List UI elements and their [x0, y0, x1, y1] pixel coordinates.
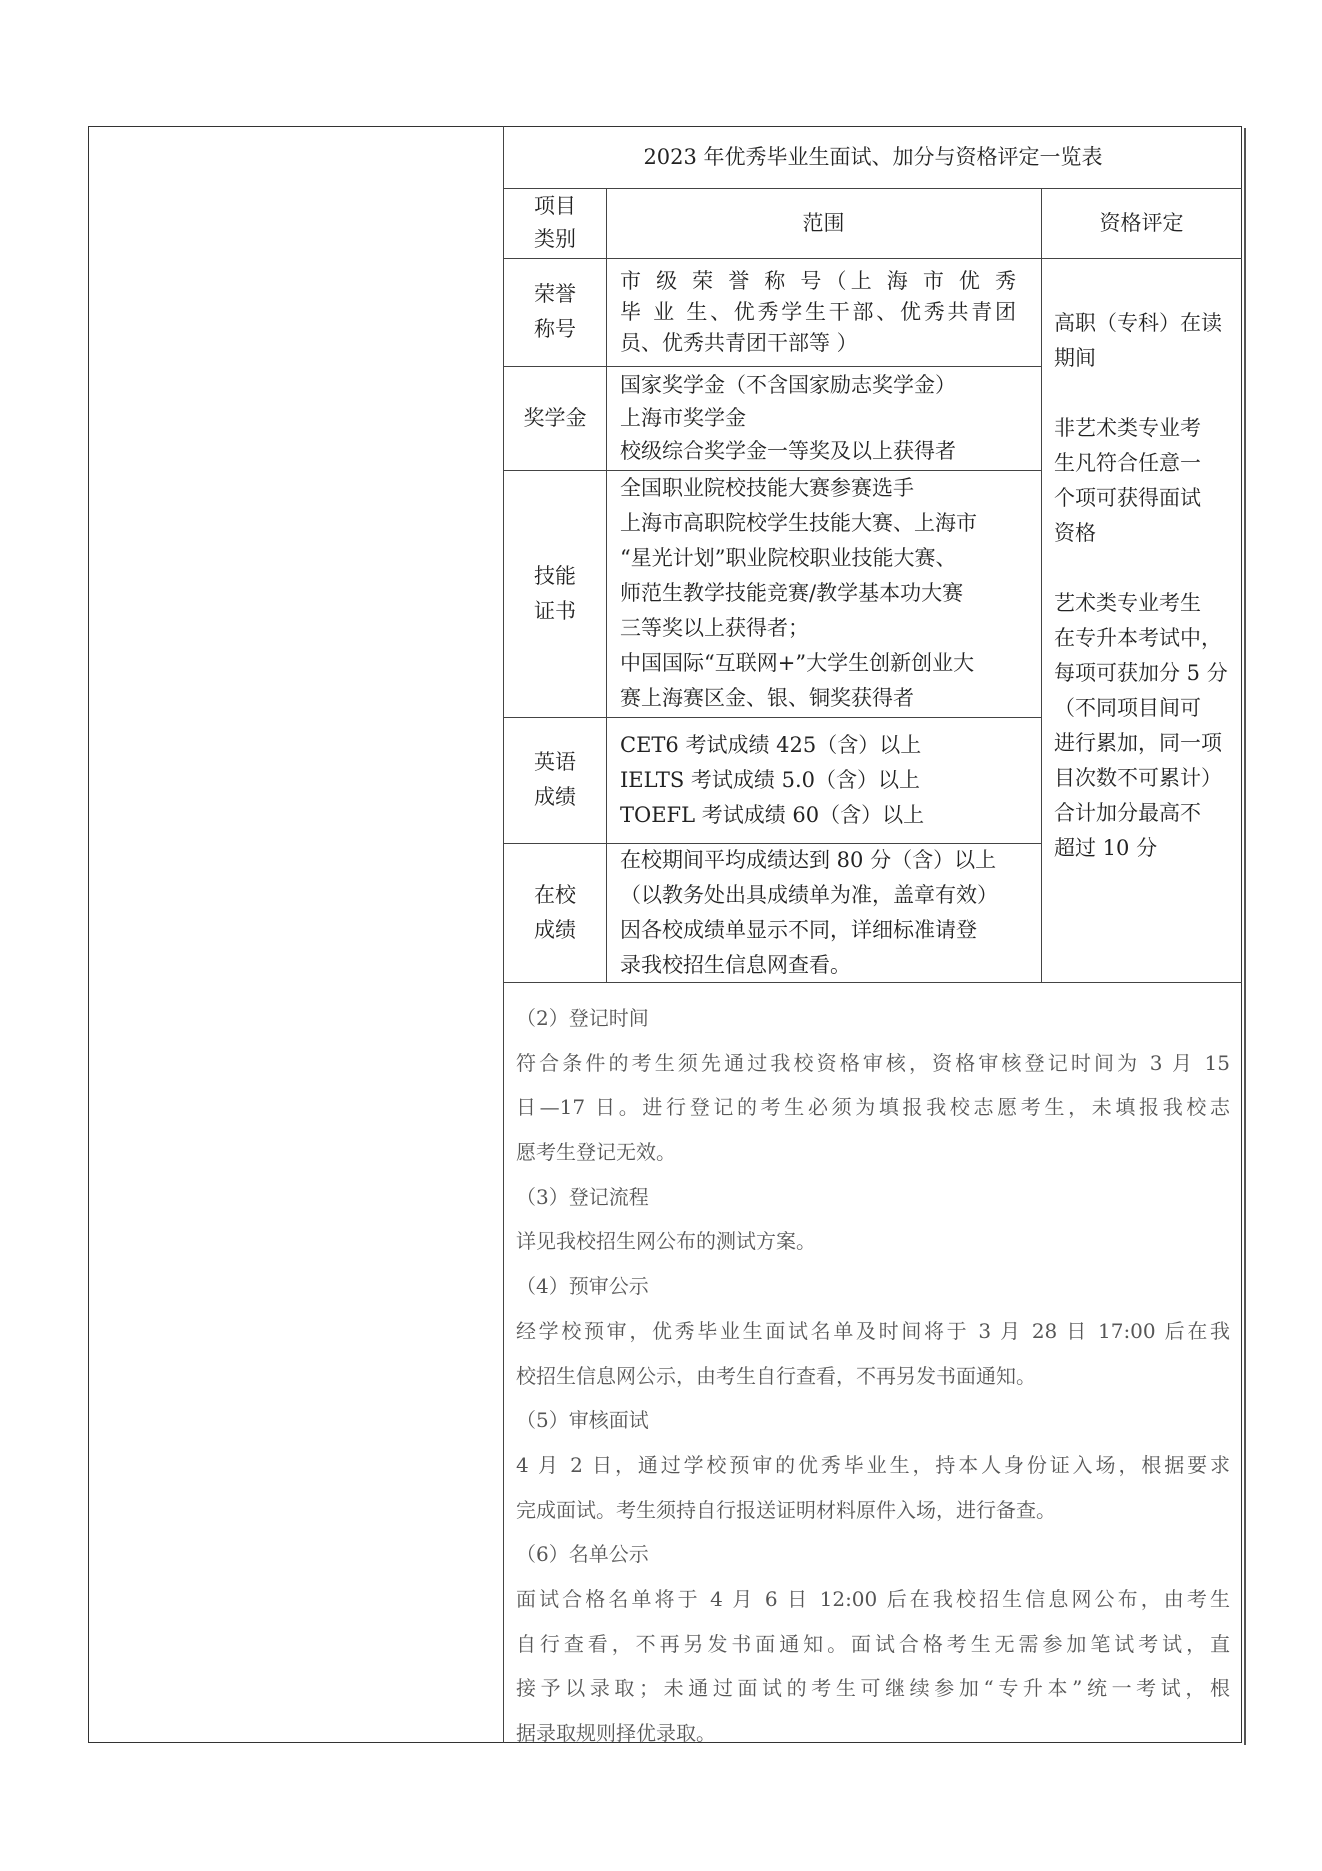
section-text-line: 详见我校招生网公布的测试方案。: [516, 1229, 816, 1254]
section-text-line: 自行查看，不再另发书面通知。面试合格考生无需参加笔试考试，直: [516, 1631, 1230, 1656]
scope-line: “星光计划”职业院校职业技能大赛、: [620, 546, 957, 570]
section-text-line: 面试合格名单将于 4 月 6 日 12:00 后在我校招生信息网公布，由考生: [516, 1586, 1230, 1611]
section-heading: （3）登记流程: [516, 1184, 649, 1209]
scope-line: 国家奖学金（不含国家励志奖学金）: [620, 372, 956, 397]
scope-line: 市 级 荣 誉 称 号（上 海 市 优 秀: [620, 268, 1016, 293]
scope-line: TOEFL 考试成绩 60（含）以上: [620, 802, 925, 827]
qualification-line: [1054, 376, 1244, 411]
qualification-text: [1054, 306, 1244, 866]
qualification-line: 期间: [1054, 346, 1096, 370]
scope-line: 上海市高职院校学生技能大赛、上海市: [620, 511, 977, 535]
qualification-line: 高职（专科）在读: [1054, 311, 1222, 335]
section-text-line: 校招生信息网公示，由考生自行查看，不再另发书面通知。: [516, 1363, 1036, 1388]
section-text-line: 接予以录取；未通过面试的考生可继续参加“专升本”统一考试，根: [516, 1676, 1230, 1701]
category-skills: [504, 470, 606, 717]
section-heading: （2）登记时间: [516, 1006, 649, 1030]
header-category-line: 项目: [534, 194, 576, 218]
header-category: [504, 188, 606, 258]
section-text-line: 符合条件的考生须先通过我校资格审核，资格审核登记时间为 3 月 15: [516, 1050, 1230, 1075]
scope-line: IELTS 考试成绩 5.0（含）以上: [620, 767, 920, 792]
scope-english: [620, 717, 1035, 843]
scope-honors: [620, 258, 1016, 366]
scope-line: 毕 业 生、优秀学生干部、优秀共青团: [620, 299, 1016, 324]
qualification-line: 个项可获得面试: [1054, 486, 1201, 510]
column-divider: [1041, 188, 1042, 982]
category-english: [504, 717, 606, 843]
category-line: 技能: [534, 563, 576, 588]
category-line: 成绩: [534, 917, 576, 942]
section-text-line: 经学校预审，优秀毕业生面试名单及时间将于 3 月 28 日 17:00 后在我: [516, 1318, 1230, 1343]
scope-line: 员、优秀共青团干部等 ）: [620, 330, 858, 355]
procedure-sections: [516, 996, 1230, 1756]
category-honors: [504, 258, 606, 366]
category-line: 证书: [534, 598, 576, 623]
table-title: 2023 年优秀毕业生面试、加分与资格评定一览表: [643, 144, 1103, 169]
section-text-line: 4 月 2 日，通过学校预审的优秀毕业生，持本人身份证入场，根据要求: [516, 1452, 1230, 1477]
qualification-line: 进行累加，同一项: [1054, 731, 1222, 755]
section-heading: （6）名单公示: [516, 1542, 649, 1567]
qualification-line: 在专升本考试中，: [1054, 626, 1222, 650]
category-line: 英语: [534, 750, 576, 774]
scope-line: 三等奖以上获得者；: [620, 616, 809, 640]
section-heading: （5）审核面试: [516, 1408, 649, 1433]
category-line: 成绩: [534, 785, 576, 809]
right-edge-shadow: [1244, 128, 1246, 1745]
scope-line: 全国职业院校技能大赛参赛选手: [620, 476, 914, 500]
qualification-line: 资格: [1054, 521, 1096, 545]
qualification-line: 每项可获加分 5 分: [1054, 661, 1228, 685]
section-text-line: 完成面试。考生须持自行报送证明材料原件入场，进行备查。: [516, 1497, 1056, 1522]
scope-line: 在校期间平均成绩达到 80 分（含）以上: [620, 847, 997, 872]
section-text-line: 日—17 日。进行登记的考生必须为填报我校志愿考生，未填报我校志: [516, 1095, 1230, 1120]
scope-line: 录我校招生信息网查看。: [620, 952, 851, 977]
qualification-line: 目次数不可累计）: [1054, 766, 1222, 790]
scope-line: 赛上海赛区金、银、铜奖获得者: [620, 686, 914, 710]
scope-line: 校级综合奖学金一等奖及以上获得者: [620, 438, 956, 463]
qualification-line: 生凡符合任意一: [1054, 451, 1201, 475]
header-scope: 范围: [802, 210, 845, 235]
scope-line: 师范生教学技能竞赛/教学基本功大赛: [620, 581, 964, 605]
category-scholarship: 奖学金: [523, 405, 587, 430]
scope-line: CET6 考试成绩 425（含）以上: [620, 732, 922, 757]
column-divider: [606, 188, 607, 982]
qualification-line: [1054, 551, 1244, 586]
scope-skills: [620, 470, 1040, 717]
category-line: 荣誉: [534, 282, 576, 306]
qualification-line: （不同项目间可: [1054, 696, 1201, 720]
qualification-line: 超过 10 分: [1054, 836, 1158, 860]
qualification-line: 合计加分最高不: [1054, 801, 1201, 825]
category-line: 在校: [534, 882, 576, 907]
section-heading: （4）预审公示: [516, 1274, 649, 1299]
qualification-line: 非艺术类专业考: [1054, 416, 1201, 440]
section-text-line: 据录取规则择优录取。: [516, 1721, 716, 1745]
header-category-line: 类别: [534, 227, 576, 251]
scope-line: 上海市奖学金: [620, 405, 746, 430]
category-line: 称号: [534, 317, 576, 341]
scope-line: 中国国际“互联网+”大学生创新创业大: [620, 651, 975, 675]
category-school-grades: [504, 843, 606, 982]
scope-school-grades: [620, 843, 1040, 982]
section-text-line: 愿考生登记无效。: [516, 1140, 676, 1165]
qualification-line: 艺术类专业考生: [1054, 591, 1201, 615]
scope-scholarship: [620, 366, 1035, 470]
header-qualification: 资格评定: [1099, 210, 1184, 235]
scope-line: （以教务处出具成绩单为准，盖章有效）: [620, 882, 998, 907]
scope-line: 因各校成绩单显示不同，详细标准请登: [620, 917, 977, 942]
